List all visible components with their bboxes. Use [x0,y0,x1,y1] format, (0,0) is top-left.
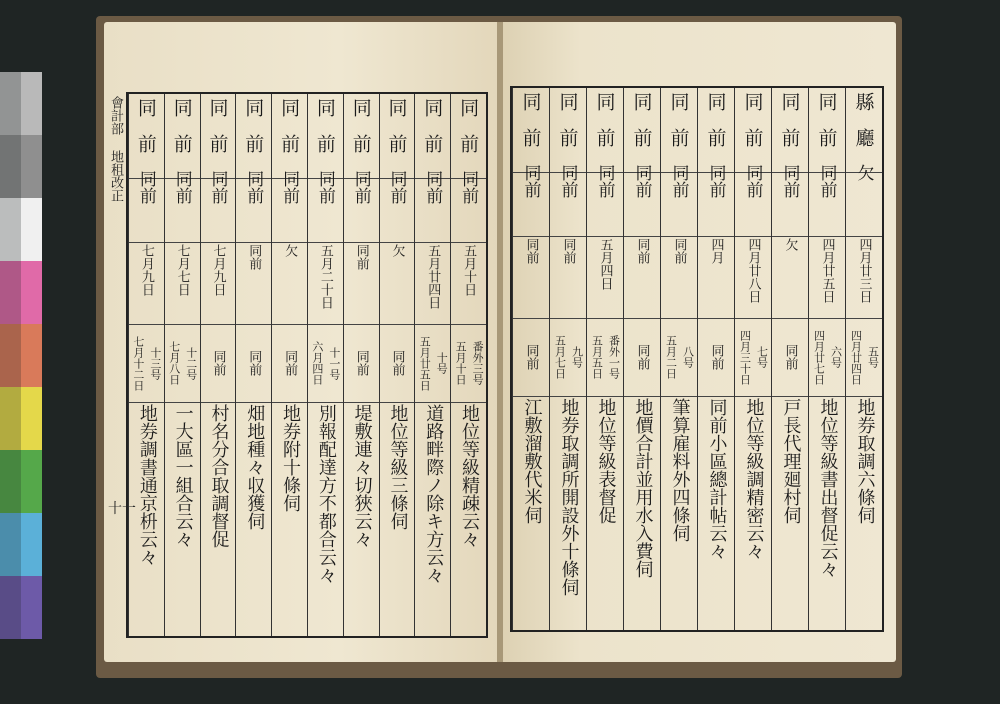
document-number: 六号 [829,346,843,368]
office-char-1: 同 [593,92,616,111]
subject-cell: 同前小區總計帖云々 [706,398,728,560]
subject-cell: 畑地種々収獲伺 [244,404,266,530]
document-number: 七号 [755,346,769,368]
reference-cell: 同前 [207,170,228,204]
color-swatch [21,387,42,450]
received-date: 同前 [282,350,298,376]
reference-cell: 同前 [314,170,335,204]
subject-cell: 一大區一組合云々 [172,404,194,548]
received-date: 同前 [708,344,724,370]
left-register-table [126,92,488,638]
number-date-cell [735,320,771,394]
number-date-cell [587,320,623,394]
subject-cell: 地券取調六條伺 [854,398,876,524]
office-char-1: 同 [170,98,193,117]
reference-cell: 同前 [742,164,763,198]
reference-cell: 同前 [557,164,578,198]
subject-cell: 道路畔際ノ除キ方云々 [423,404,445,584]
office-char-2: 前 [815,128,838,147]
received-date: 同前 [782,344,798,370]
received-date: 七月十二日 [131,335,145,391]
sent-date-cell: 四月廿五日 [819,238,835,303]
reference-cell: 同前 [458,170,479,204]
number-date-cell [129,326,164,400]
number-date-cell [661,320,697,394]
received-date: 五月二日 [664,335,678,379]
document-number: 八号 [681,346,695,368]
sent-date-cell: 七月七日 [174,244,190,296]
color-swatch [21,135,42,198]
office-char-1: 同 [206,98,229,117]
received-date: 同前 [353,350,369,376]
office-char-1: 同 [421,98,444,117]
number-date-cell [344,326,379,400]
office-char-2: 前 [206,134,229,153]
received-date: 四月廿七日 [812,329,826,385]
register-column [379,94,415,636]
received-date: 四月廿四日 [849,329,863,385]
subject-cell: 地位等級調精密云々 [743,398,765,560]
color-swatch [21,324,42,387]
sent-date-cell: 七月九日 [138,244,154,296]
register-column [660,88,697,630]
reference-cell: 同前 [594,164,615,198]
number-date-cell [380,326,415,400]
sent-date-cell: 欠 [282,244,298,257]
office-char-1: 同 [278,98,301,117]
sent-date-cell: 欠 [782,238,798,251]
folio-number: 十一 [108,501,136,517]
received-date: 五月五日 [590,335,604,379]
office-char-1: 同 [630,92,653,111]
office-char-1: 同 [134,98,157,117]
subject-cell: 地位等級書出督促云々 [817,398,839,578]
number-date-cell [236,326,271,400]
office-char-1: 同 [815,92,838,111]
color-swatch [0,135,21,198]
office-char-2: 前 [741,128,764,147]
register-column [128,94,164,636]
sent-date-cell: 四月廿八日 [745,238,761,303]
office-char-1: 同 [741,92,764,111]
received-date: 同前 [523,344,539,370]
number-date-cell [165,326,200,400]
office-char-2: 前 [457,134,480,153]
register-column [271,94,307,636]
received-date: 同前 [389,350,405,376]
office-char-1: 同 [704,92,727,111]
reference-cell: 同前 [668,164,689,198]
office-char-2: 前 [278,134,301,153]
color-swatch [0,576,21,639]
register-column [586,88,623,630]
subject-cell: 地位等級精疎云々 [459,404,481,548]
color-swatch [0,450,21,513]
number-date-cell [308,326,343,400]
subject-cell: 江敷溜敷代米伺 [521,398,543,524]
register-column [771,88,808,630]
office-char-1: 同 [313,98,336,117]
register-column [549,88,586,630]
register-column [450,94,486,636]
register-column [343,94,379,636]
office-char-1: 同 [778,92,801,111]
sent-date-cell: 同前 [523,238,539,264]
reference-cell: 同前 [705,164,726,198]
sent-date-cell: 五月十日 [461,244,477,296]
office-char-1: 同 [667,92,690,111]
received-date: 七月八日 [167,341,181,385]
register-column [697,88,734,630]
office-char-2: 前 [349,134,372,153]
color-calibration-chart [0,72,42,638]
subject-cell: 地價合計並用水入費伺 [632,398,654,578]
received-date: 同前 [210,350,226,376]
register-column [307,94,343,636]
number-date-cell [772,320,808,394]
color-swatch [0,72,21,135]
register-column [235,94,271,636]
number-date-cell [513,320,549,394]
office-char-2: 前 [778,128,801,147]
received-date: 五月廿五日 [418,335,432,391]
register-column [808,88,845,630]
subject-cell: 地位等級表督促 [595,398,617,524]
register-column [734,88,771,630]
color-swatch [21,450,42,513]
subject-cell: 地券調書通京枡云々 [136,404,158,566]
sent-date-cell: 同前 [353,244,369,270]
sent-date-cell: 四月 [708,238,724,264]
color-swatch [21,198,42,261]
book-gutter [497,22,503,662]
reference-cell: 同前 [779,164,800,198]
office-char-2: 前 [385,134,408,153]
office-char-2: 前 [667,128,690,147]
number-date-cell [809,320,845,394]
document-number: 十二号 [184,346,198,380]
reference-cell: 同前 [520,164,541,198]
office-char-2: 前 [556,128,579,147]
office-char-2: 前 [170,134,193,153]
color-swatch [21,261,42,324]
sent-date-cell: 欠 [389,244,405,257]
office-char-1: 縣 [852,92,875,111]
subject-cell: 地券取調所開設外十條伺 [558,398,580,596]
subject-cell: 地券附十條伺 [280,404,302,512]
office-char-2: 前 [421,134,444,153]
office-char-2: 前 [242,134,265,153]
reference-cell: 同前 [422,170,443,204]
sent-date-cell: 五月廿四日 [425,244,441,309]
color-swatch [21,513,42,576]
sent-date-cell: 同前 [246,244,262,270]
number-date-cell [698,320,734,394]
sent-date-cell: 同前 [671,238,687,264]
received-date: 同前 [634,344,650,370]
sent-date-cell: 五月二十日 [317,244,333,309]
color-swatch [0,387,21,450]
subject-cell: 別報配達方不都合云々 [315,404,337,584]
sent-date-cell: 五月四日 [597,238,613,290]
number-date-cell [201,326,236,400]
number-date-cell [415,326,450,400]
sent-date-cell: 七月九日 [210,244,226,296]
sent-date-cell: 四月廿三日 [856,238,872,303]
document-number: 番外三号 [471,341,485,385]
number-date-cell [550,320,586,394]
reference-cell: 同前 [350,170,371,204]
register-column [164,94,200,636]
office-char-2: 廳 [852,128,875,147]
office-char-2: 前 [593,128,616,147]
office-char-1: 同 [349,98,372,117]
document-number: 九号 [570,346,584,368]
received-date: 五月十日 [454,341,468,385]
received-date: 六月四日 [310,341,324,385]
number-date-cell [624,320,660,394]
register-column [414,94,450,636]
register-column [512,88,549,630]
office-char-2: 前 [134,134,157,153]
received-date: 五月七日 [553,335,567,379]
office-char-1: 同 [242,98,265,117]
document-number: 番外一号 [607,335,621,379]
reference-cell: 同前 [816,164,837,198]
sent-date-cell: 同前 [560,238,576,264]
reference-cell: 同前 [631,164,652,198]
office-char-2: 前 [313,134,336,153]
document-number: 十号 [435,352,449,374]
register-column [200,94,236,636]
office-char-1: 同 [385,98,408,117]
reference-cell: 同前 [135,170,156,204]
document-number: 十一号 [327,346,341,380]
subject-cell: 堤敷連々切狹云々 [351,404,373,548]
reference-cell: 同前 [279,170,300,204]
document-number: 五号 [866,346,880,368]
office-char-1: 同 [556,92,579,111]
right-register-table [510,86,884,632]
color-swatch [0,261,21,324]
office-char-2: 前 [519,128,542,147]
reference-cell: 欠 [853,164,874,181]
subject-cell: 村名分合取調督促 [208,404,230,548]
office-char-2: 前 [704,128,727,147]
sent-date-cell: 同前 [634,238,650,264]
register-column [845,88,882,630]
received-date: 四月三十日 [738,329,752,385]
subject-cell: 地位等級三條伺 [387,404,409,530]
margin-title: 會計部 地租改正 [108,96,123,202]
office-char-1: 同 [519,92,542,111]
reference-cell: 同前 [386,170,407,204]
number-date-cell [846,320,882,394]
color-swatch [0,198,21,261]
office-char-1: 同 [457,98,480,117]
received-date: 同前 [246,350,262,376]
reference-cell: 同前 [171,170,192,204]
color-swatch [21,576,42,639]
color-swatch [21,72,42,135]
office-char-2: 前 [630,128,653,147]
number-date-cell [451,326,486,400]
color-swatch [0,324,21,387]
subject-cell: 筆算雇料外四條伺 [669,398,691,542]
number-date-cell [272,326,307,400]
color-swatch [0,513,21,576]
document-number: 十三号 [148,346,162,380]
subject-cell: 戸長代理廻村伺 [780,398,802,524]
reference-cell: 同前 [243,170,264,204]
register-column [623,88,660,630]
